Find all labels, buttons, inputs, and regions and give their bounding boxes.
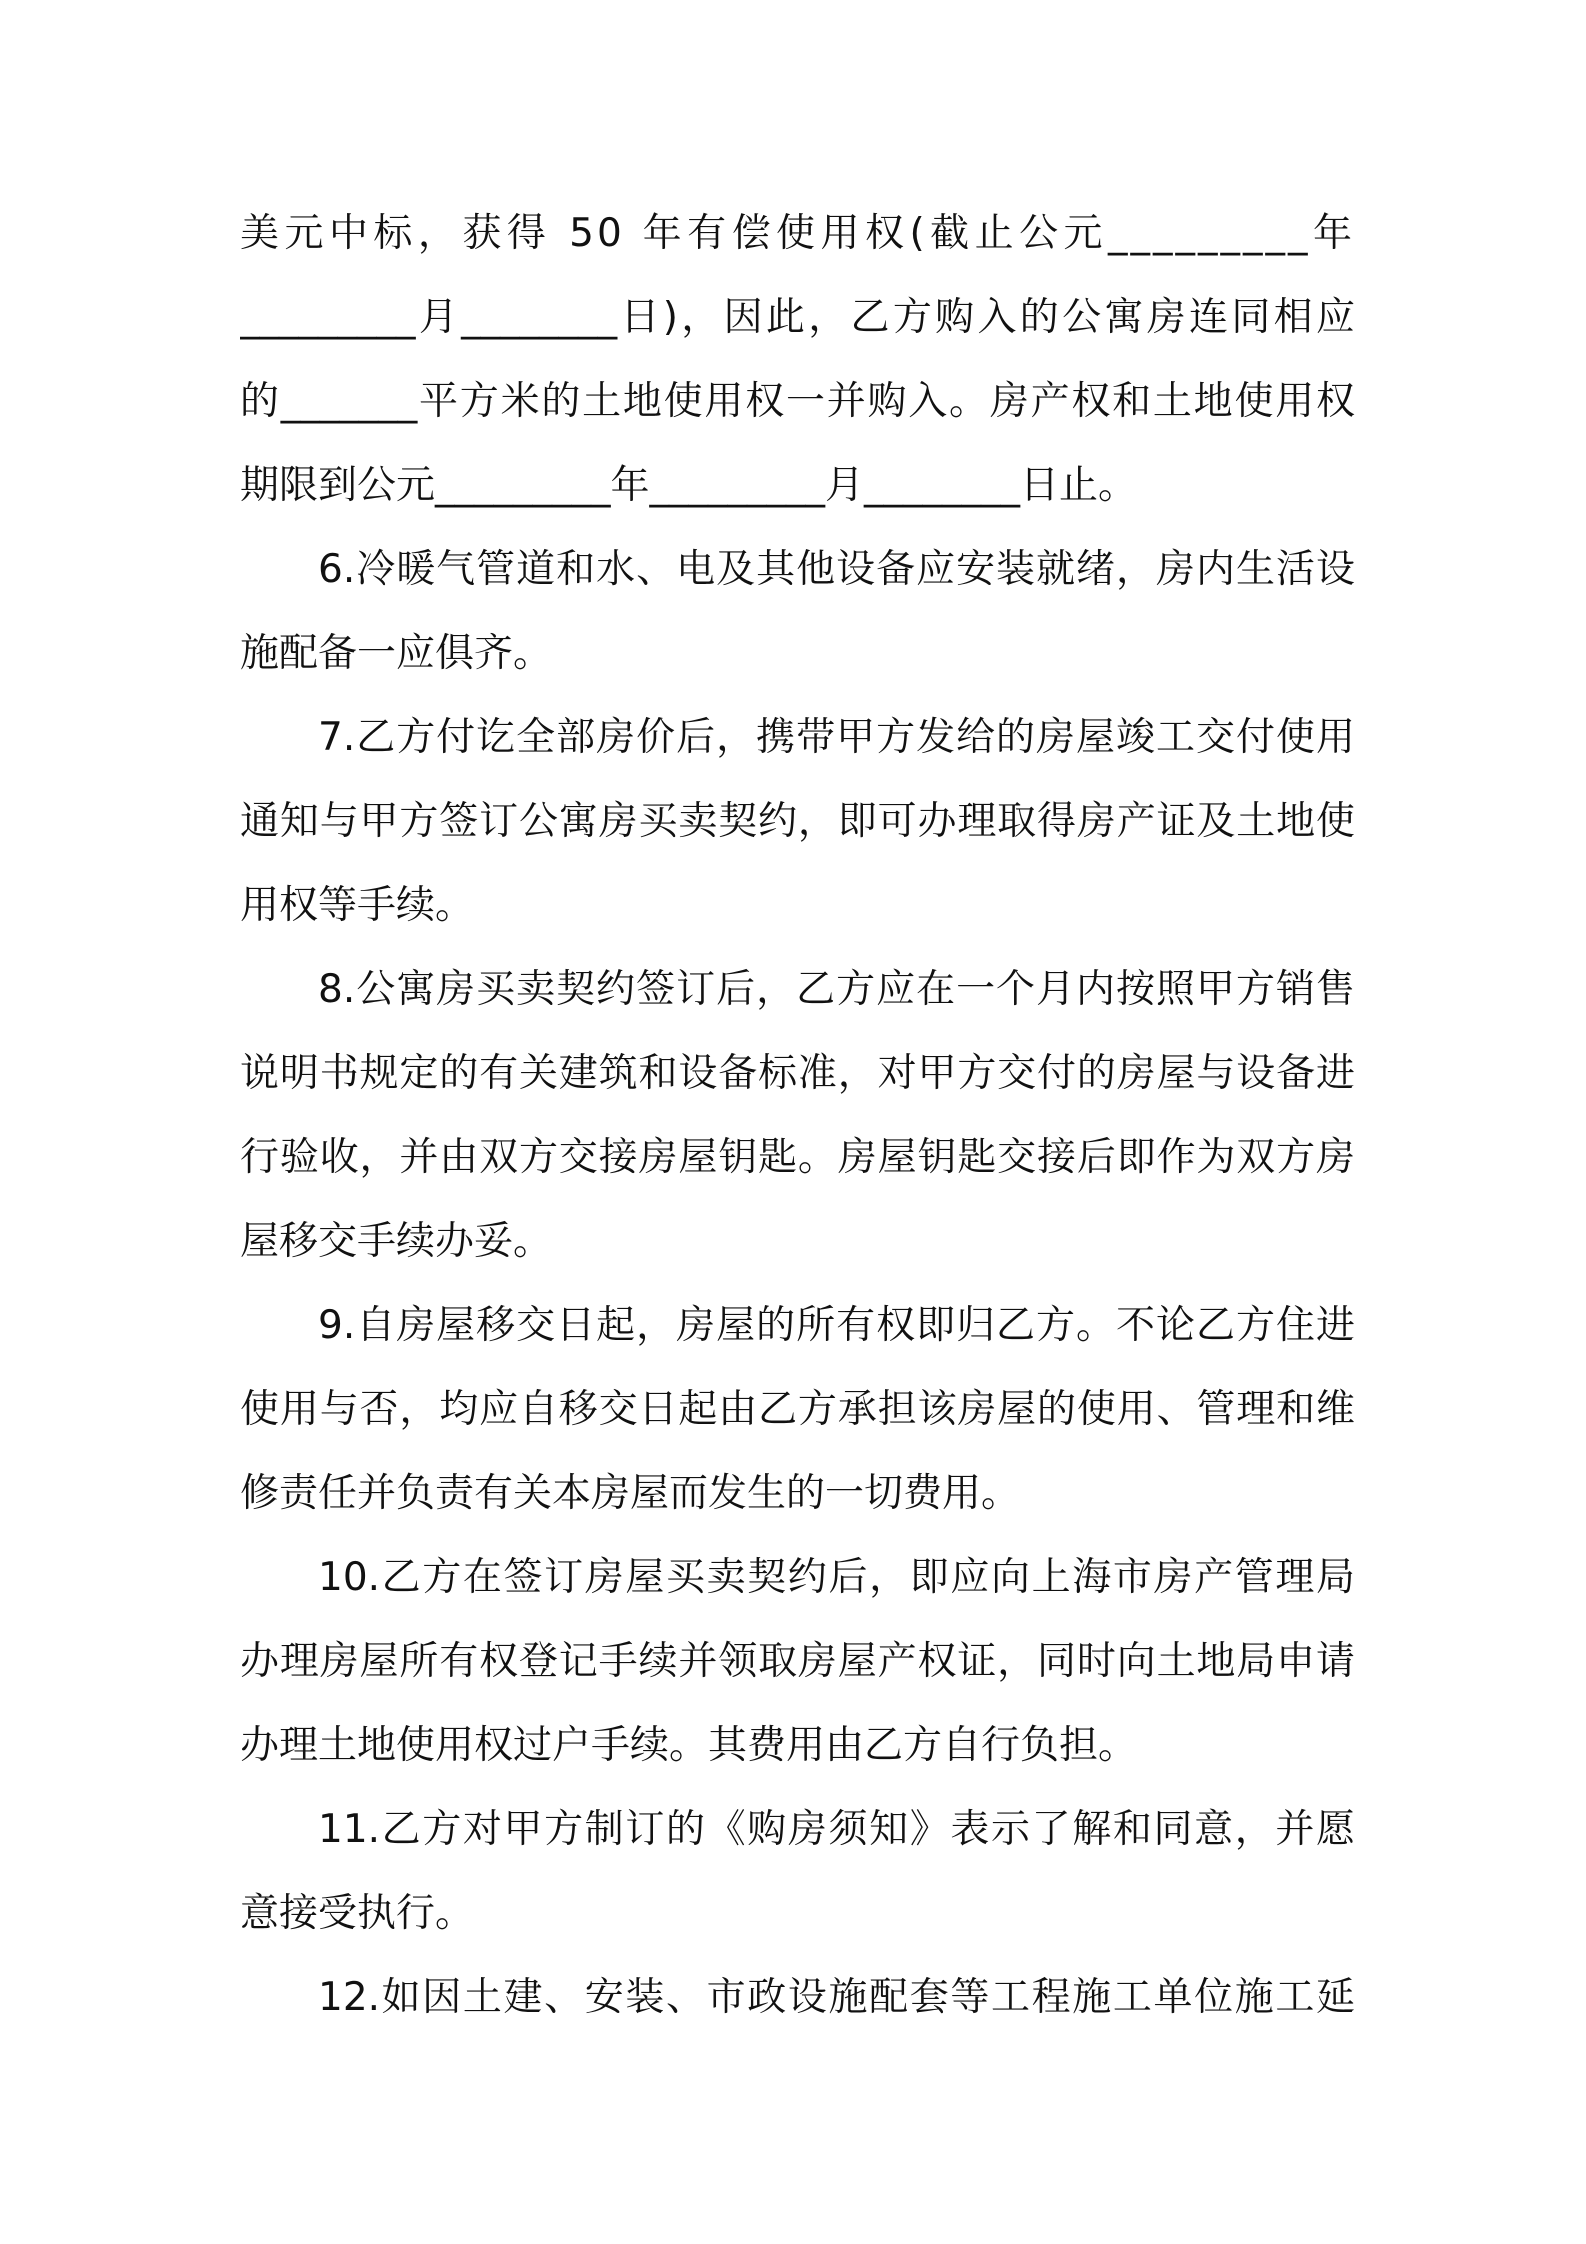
text-line: 办理土地使用权过户手续。其费用由乙方自行负担。 <box>240 1723 1138 1768</box>
text-line: 意接受执行。 <box>240 1891 475 1936</box>
clause-7-start: 7.乙方付讫全部房价后，携带甲方发给的房屋竣工交付使用 <box>318 715 1355 760</box>
text-line: _________月________日)，因此，乙方购入的公寓房连同相应 <box>240 295 1355 340</box>
text-line: 办理房屋所有权登记手续并领取房屋产权证，同时向土地局申请 <box>240 1639 1355 1684</box>
text-line: 说明书规定的有关建筑和设备标准，对甲方交付的房屋与设备进 <box>240 1051 1355 1096</box>
text-line: 的_______平方米的土地使用权一并购入。房产权和土地使用权 <box>240 379 1355 424</box>
clause-6-start: 6.冷暖气管道和水、电及其他设备应安装就绪，房内生活设 <box>318 547 1355 592</box>
text-line: 用权等手续。 <box>240 883 475 928</box>
text-line: 通知与甲方签订公寓房买卖契约，即可办理取得房产证及土地使 <box>240 799 1355 844</box>
contract-body <box>240 192 1355 2040</box>
clause-10-start: 10.乙方在签订房屋买卖契约后，即应向上海市房产管理局 <box>318 1555 1355 1600</box>
text-line: 施配备一应俱齐。 <box>240 631 553 676</box>
text-line: 使用与否，均应自移交日起由乙方承担该房屋的使用、管理和维 <box>240 1387 1355 1432</box>
text-line: 屋移交手续办妥。 <box>240 1219 553 1264</box>
text-line: 期限到公元_________年_________月________日止。 <box>240 463 1138 508</box>
text-line: 修责任并负责有关本房屋而发生的一切费用。 <box>240 1471 1021 1516</box>
clause-8-start: 8.公寓房买卖契约签订后，乙方应在一个月内按照甲方销售 <box>318 967 1355 1012</box>
clause-11-start: 11.乙方对甲方制订的《购房须知》表示了解和同意，并愿 <box>318 1807 1355 1852</box>
clause-12-start: 12.如因土建、安装、市政设施配套等工程施工单位施工延 <box>318 1975 1355 2020</box>
text-line: 美元中标，获得 50 年有偿使用权(截止公元_________年 <box>240 211 1355 256</box>
text-line: 行验收，并由双方交接房屋钥匙。房屋钥匙交接后即作为双方房 <box>240 1135 1355 1180</box>
clause-9-start: 9.自房屋移交日起，房屋的所有权即归乙方。不论乙方住进 <box>318 1303 1355 1348</box>
